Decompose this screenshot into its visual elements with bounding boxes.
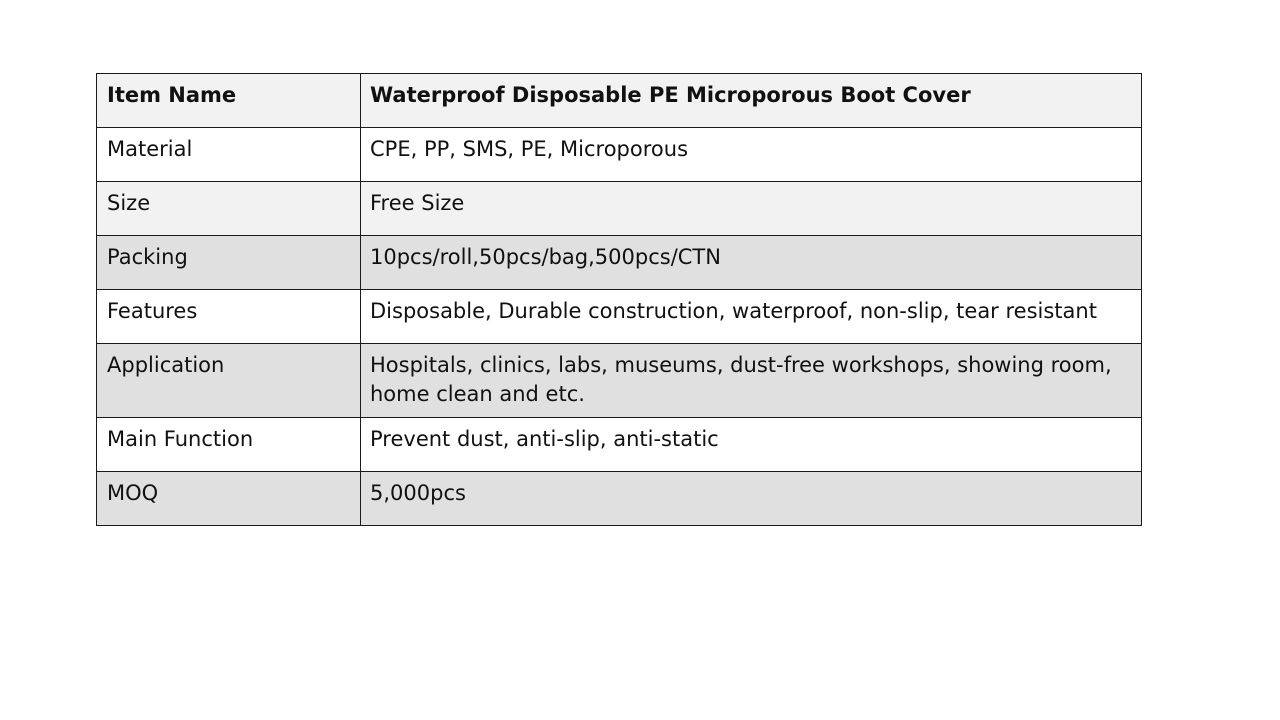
- moq-value: 5,000pcs: [361, 472, 1142, 526]
- product-spec-table: [96, 73, 1142, 526]
- table-row-material: [97, 128, 1142, 182]
- features-label: Features: [97, 290, 361, 344]
- item-name-value: Waterproof Disposable PE Microporous Boot Cover: [361, 74, 1142, 128]
- main-function-value: Prevent dust, anti-slip, anti-static: [361, 418, 1142, 472]
- material-label: Material: [97, 128, 361, 182]
- table-row-size: [97, 182, 1142, 236]
- table-row-packing: [97, 236, 1142, 290]
- features-value: Disposable, Durable construction, waterproof, non-slip, tear resistant: [361, 290, 1142, 344]
- item-name-label: Item Name: [97, 74, 361, 128]
- material-value: CPE, PP, SMS, PE, Microporous: [361, 128, 1142, 182]
- main-function-label: Main Function: [97, 418, 361, 472]
- packing-value: 10pcs/roll,50pcs/bag,500pcs/CTN: [361, 236, 1142, 290]
- table-row-moq: [97, 472, 1142, 526]
- packing-label: Packing: [97, 236, 361, 290]
- size-value: Free Size: [361, 182, 1142, 236]
- application-value: Hospitals, clinics, labs, museums, dust-free workshops, showing room, home clean and etc.: [361, 344, 1142, 418]
- moq-label: MOQ: [97, 472, 361, 526]
- table-row-main-function: [97, 418, 1142, 472]
- table-header-row: [97, 74, 1142, 128]
- table-row-features: [97, 290, 1142, 344]
- size-label: Size: [97, 182, 361, 236]
- table-row-application: [97, 344, 1142, 418]
- application-label: Application: [97, 344, 361, 418]
